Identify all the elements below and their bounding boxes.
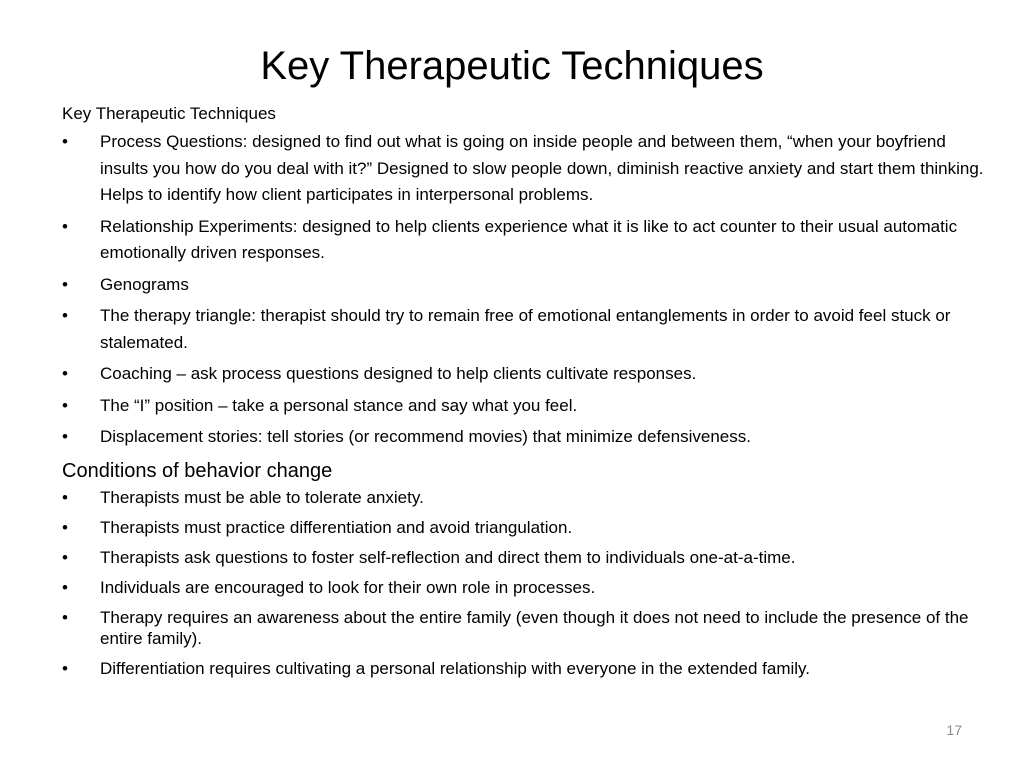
list-item-text: Displacement stories: tell stories (or recommend movies) that minimize defensiveness. <box>100 427 751 446</box>
list-item <box>62 393 997 420</box>
bullet-icon: • <box>62 132 68 151</box>
list-item-text: Therapy requires an awareness about the entire family (even though it does not need to include the presence of the entire family). <box>100 607 969 648</box>
bullet-icon: • <box>62 216 68 236</box>
list-item <box>62 214 997 267</box>
list-item-text: Genograms <box>100 274 189 294</box>
list-item <box>62 487 997 508</box>
bullet-icon: • <box>62 395 68 415</box>
list-item-text: Coaching – ask process questions designed to help clients cultivate responses. <box>100 364 697 383</box>
page-number: 17 <box>946 722 962 738</box>
list-item <box>62 607 997 649</box>
bullet-icon: • <box>62 487 68 507</box>
techniques-list <box>62 129 997 451</box>
list-item <box>62 517 997 538</box>
list-item <box>62 547 997 568</box>
list-item-text: Individuals are encouraged to look for their own role in processes. <box>100 577 596 597</box>
list-item-text: Differentiation requires cultivating a personal relationship with everyone in the extended family. <box>100 658 810 678</box>
list-item-text: The “I” position – take a personal stance and say what you feel. <box>100 395 578 415</box>
conditions-list <box>62 487 997 679</box>
list-item <box>62 272 997 299</box>
bullet-icon: • <box>62 577 68 597</box>
section-heading-conditions: Conditions of behavior change <box>62 459 333 482</box>
list-item <box>62 424 997 451</box>
section-heading-techniques: Key Therapeutic Techniques <box>62 104 276 123</box>
list-item-text: Process Questions: designed to find out what is going on inside people and between them, “when your boyfriend insults you how do you deal with it?” Designed to slow people down, diminish reactive anxiety and start them thinking. Helps to identify how client participates in interpersonal problems. <box>100 132 984 204</box>
bullet-icon: • <box>62 306 68 325</box>
bullet-icon: • <box>62 547 68 567</box>
slide-body <box>62 101 997 688</box>
list-item <box>62 577 997 598</box>
list-item <box>62 129 997 209</box>
bullet-icon: • <box>62 274 68 294</box>
list-item-text: The therapy triangle: therapist should try to remain free of emotional entanglements in order to avoid feel stuck or stalemated. <box>100 306 951 352</box>
bullet-icon: • <box>62 427 68 446</box>
bullet-icon: • <box>62 364 68 383</box>
list-item <box>62 303 997 356</box>
list-item-text: Therapists must be able to tolerate anxiety. <box>100 487 424 507</box>
slide-title: Key Therapeutic Techniques <box>260 44 764 88</box>
list-item <box>62 658 997 679</box>
bullet-icon: • <box>62 517 68 537</box>
bullet-icon: • <box>62 607 68 627</box>
list-item-text: Therapists must practice differentiation and avoid triangulation. <box>100 517 573 537</box>
list-item-text: Relationship Experiments: designed to help clients experience what it is like to act counter to their usual automatic emotionally driven responses. <box>100 216 958 262</box>
list-item-text: Therapists ask questions to foster self-reflection and direct them to individuals one-at-a-time. <box>100 547 796 567</box>
bullet-icon: • <box>62 658 68 678</box>
list-item <box>62 361 997 388</box>
